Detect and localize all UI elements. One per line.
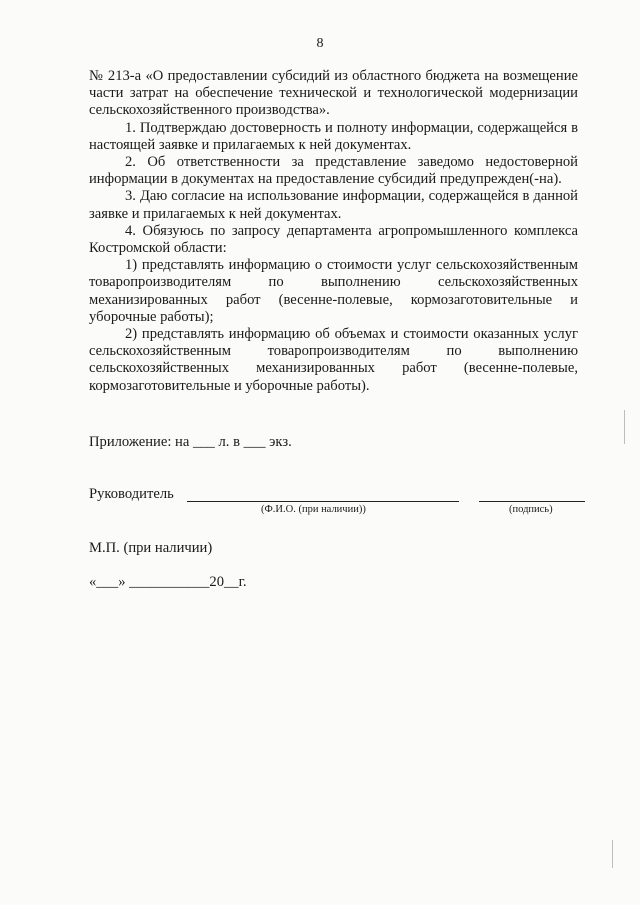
document-body: [89, 68, 578, 395]
fio-caption: (Ф.И.О. (при наличии)): [261, 504, 366, 515]
paragraph-4-item-1: 1) представлять информацию о стоимости услуг сельскохозяйственным товаропроизводителям по выполнению сельскохозяйственных механизированных работ (весенне-полевые, кормозаготовительные и уборочные работы);: [89, 257, 578, 325]
scan-artifact-mark: [612, 840, 613, 868]
fio-blank-line: [187, 501, 459, 502]
paragraph-4: 4. Обязуюсь по запросу департамента агропромышленного комплекса Костромской области:: [89, 222, 578, 257]
scan-artifact-mark: [624, 410, 625, 444]
paragraph-3: 3. Даю согласие на использование информации, содержащейся в данной заявке и прилагаемых к ней документах.: [89, 188, 578, 222]
signature-block: [89, 486, 585, 526]
paragraph-1: 1. Подтверждаю достоверность и полноту информации, содержащейся в настоящей заявке и прилагаемых к ней документах.: [89, 119, 578, 153]
paragraph-4-item-2: 2) представлять информацию об объемах и стоимости оказанных услуг сельскохозяйственным товаропроизводителям по выполнению сельскохозяйственных механизированных работ (весенне-полевые, кормозаготовительные и уборочные работы).: [89, 326, 578, 394]
signature-blank-line: [479, 501, 585, 502]
signature-caption: (подпись): [509, 504, 553, 515]
date-line: «___» ___________20__г.: [89, 574, 247, 590]
head-label: Руководитель: [89, 486, 174, 502]
paragraph-2: 2. Об ответственности за представление заведомо недостоверной информации в документах на предоставление субсидий предупрежден(-на).: [89, 154, 578, 188]
page-number: 8: [316, 36, 324, 51]
attachment-line: Приложение: на ___ л. в ___ экз.: [89, 434, 292, 450]
paragraph-resolution-title: № 213-а «О предоставлении субсидий из областного бюджета на возмещение части затрат на обеспечение технической и технологической модернизации сельскохозяйственного производства».: [89, 68, 578, 119]
stamp-line: М.П. (при наличии): [89, 540, 213, 556]
